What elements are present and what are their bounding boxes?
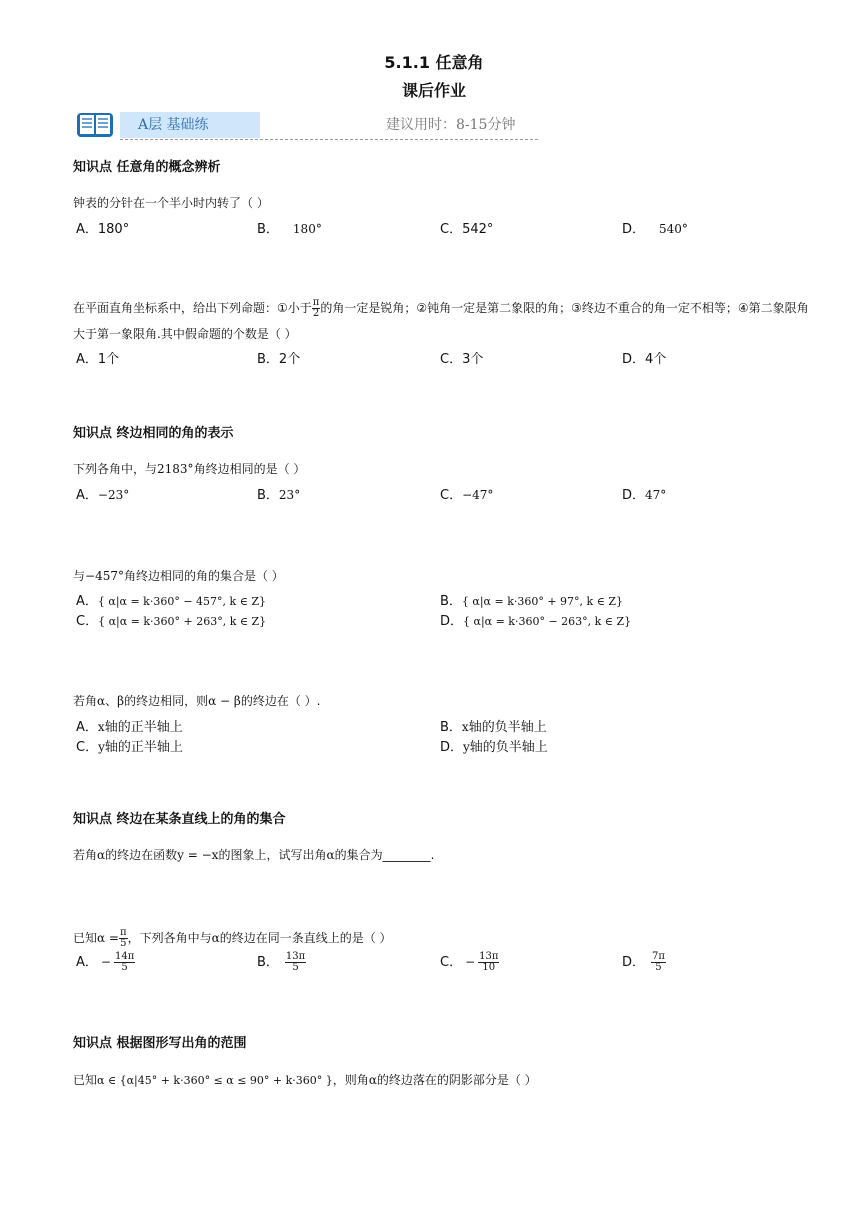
option-d: D． 540° [622,222,688,237]
question-stem: 已知α ∈ {α|45° + k·360° ≤ α ≤ 90° + k·360° }，则角α的终边落在的阴影部分是（ ） [73,1073,537,1087]
section-heading: 知识点 终边在某条直线上的角的集合 [73,812,286,827]
fraction: $\frac{\pi}{5}$ [120,927,127,949]
page-subtitle: 课后作业 [401,81,466,100]
option-b: B．x轴的负半轴上 [440,720,547,735]
option-c: C．y轴的正半轴上 [76,740,183,755]
option-c: C．{ α|α = k·360° + 263°, k ∈ Z} [76,614,267,629]
option-a: A．1个 [76,352,120,367]
question-stem: 已知α = $\frac{\pi}{5}$ ，下列各角中与α的终边在同一条直线上的是（ ） [73,927,392,949]
suggested-time: 建议用时：8-15分钟 [386,117,516,133]
level-label: A层 基础练 [120,112,260,138]
option-d: D．y轴的负半轴上 [440,740,548,755]
banner-divider [120,139,538,140]
option-b: B．23° [257,488,301,503]
level-banner [76,110,538,140]
option-d: D．{ α|α = k·360° − 263°, k ∈ Z} [440,614,632,629]
section-heading: 知识点 终边相同的角的表示 [73,426,234,441]
option-a: A．180° [76,222,130,237]
option-a: A． − $\frac{14\pi}{5}$ [76,951,135,973]
option-c: C．−47° [440,488,494,503]
question-stem: 若角α的终边在函数y = −x的图象上，试写出角α的集合为________. [73,848,435,862]
question-stem: 与−457°角终边相同的角的集合是（ ） [73,569,284,583]
question-stem: 下列各角中，与2183°角终边相同的是（ ） [73,462,306,476]
option-b: B．{ α|α = k·360° + 97°, k ∈ Z} [440,594,623,609]
question-stem-line2: 大于第一象限角.其中假命题的个数是（ ） [73,327,297,341]
section-heading: 知识点 根据图形写出角的范围 [73,1036,247,1051]
option-c: C． − $\frac{13\pi}{10}$ [440,951,499,973]
option-b: B． 180° [257,222,322,237]
option-d: D．4个 [622,352,667,367]
option-a: A．−23° [76,488,130,503]
option-d: D．47° [622,488,667,503]
option-c: C．3个 [440,352,484,367]
option-a: A．x轴的正半轴上 [76,720,183,735]
section-heading: 知识点 任意角的概念辨析 [73,160,221,175]
option-d: D． $\frac{7\pi}{5}$ [622,951,665,973]
question-stem: 在平面直角坐标系中，给出下列命题：①小于 $\frac{\pi}{2}$ 的角一定是锐角；②钝角一定是第二象限的角；③终边不重合的角一定不相等；④第二象限角 [73,297,809,319]
book-icon [76,110,114,140]
question-stem: 若角α、β的终边相同，则α − β的终边在（ ）. [73,694,321,708]
option-b: B． $\frac{13\pi}{5}$ [257,951,306,973]
page-title: 5.1.1 任意角 [384,53,484,72]
option-a: A．{ α|α = k·360° − 457°, k ∈ Z} [76,594,266,609]
question-stem: 钟表的分针在一个半小时内转了（ ） [73,196,269,210]
option-b: B．2个 [257,352,301,367]
fraction: $\frac{\pi}{2}$ [312,297,320,319]
option-c: C．542° [440,222,494,237]
